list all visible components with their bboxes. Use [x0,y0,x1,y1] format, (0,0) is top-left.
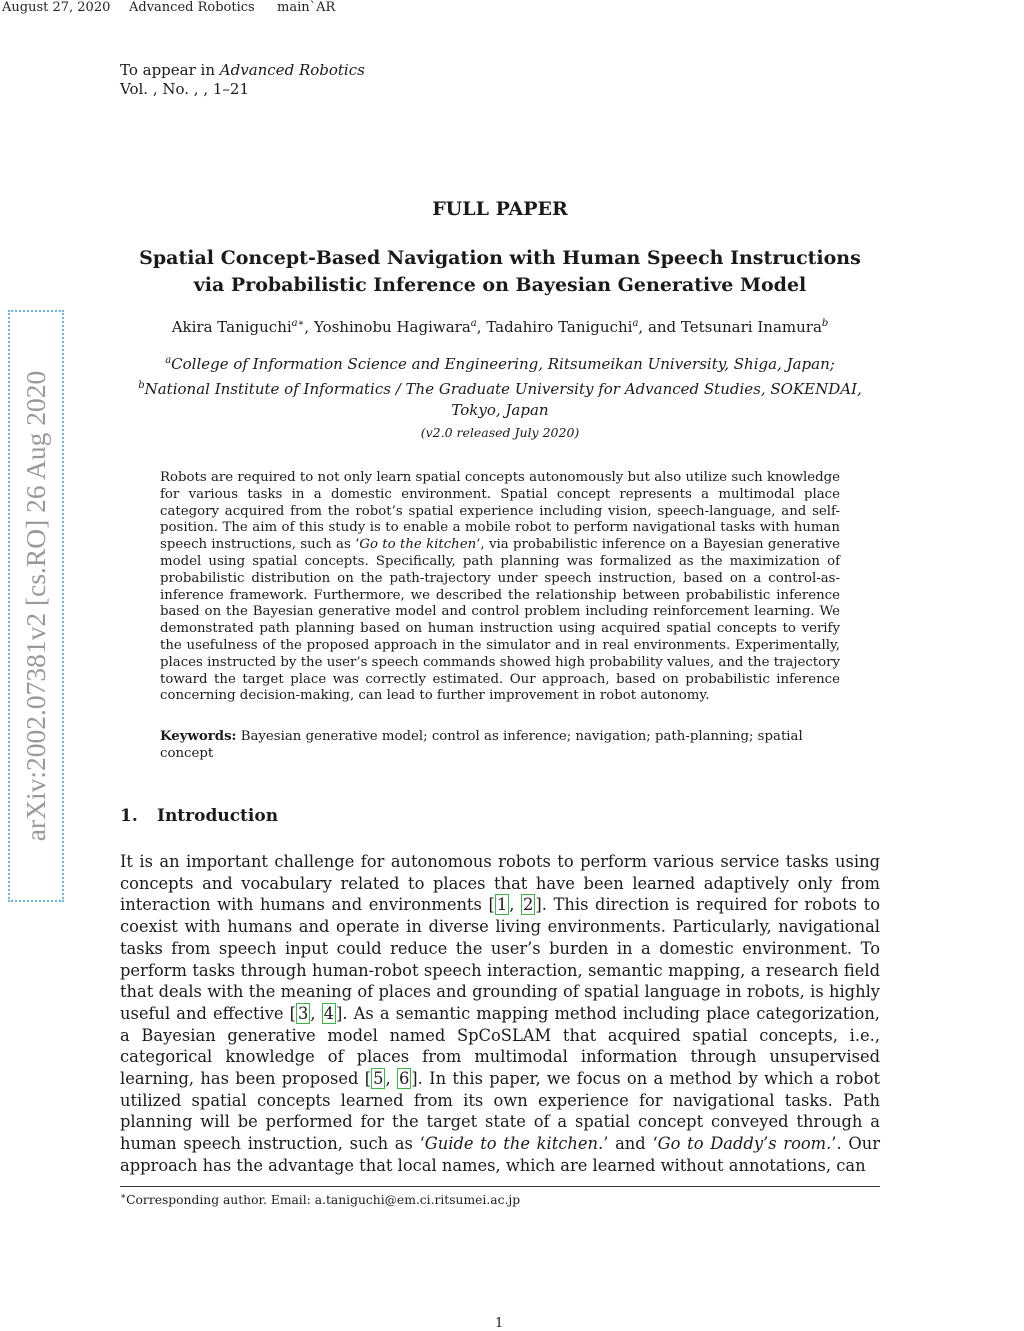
intro-text: ]. This direction is required for robots to coexist with humans and operate in diverse living environments. Particularly, navigational tasks from speech input could reduce the user’s burden in a domestic environment. To perform tasks through human-robot speech interaction, semantic mapping, a research field that deals with the meaning of places and grounding of spatial language in robots, is highly useful and effective [ [120,895,881,1023]
affil-b: National Institute of Informatics / The Graduate University for Advanced Studies, SOKENDAI, [144,380,862,398]
intro-text: ]. In this paper, we focus on a method by which a robot utilized spatial concepts learned from its own experience for navigational tasks. Path planning will be performed for the target state of a spatial concept conveyed through a human speech instruction, such as ‘ [120,1069,880,1154]
title-line-1: Spatial Concept-Based Navigation with Human Speech Instructions [139,247,861,269]
header-date: August 27, 2020 [2,0,111,15]
author-separator: , [304,318,314,336]
section-number: 1. [120,806,138,826]
affil-mark-a: a [165,355,172,366]
citation-link[interactable]: 3 [298,1003,309,1023]
intro-paragraph [120,851,880,1177]
author-name: Tetsunari Inamura [680,318,822,336]
section-title: Introduction [157,806,279,826]
citation-separator: , [509,895,521,915]
title-line-2: via Probabilistic Inference on Bayesian Generative Model [193,274,807,296]
citation-separator: , [310,1003,322,1023]
keywords [160,729,840,763]
intro-text: ]. As a semantic mapping method including place categorization, a Bayesian generative model named SpCoSLAM that acquired spatial concepts, i.e., categorical knowledge of places from multimodal information through unsupervised learning, has been proposed [ [120,1003,880,1089]
appear-journal: Advanced Robotics [219,61,365,79]
footnote [120,1192,520,1207]
example-instruction: Go to Daddy’s room. [657,1134,832,1154]
version-note: (v2.0 released July 2020) [420,425,580,440]
intro-text: ’ and ‘ [603,1134,658,1154]
author-affil-mark: a [632,318,639,329]
author-separator: , [476,318,487,336]
example-instruction: Guide to the kitchen. [424,1134,604,1154]
abstract-example: Go to the kitchen [359,537,477,553]
affil-b-city: Tokyo, Japan [451,401,549,419]
citation-link[interactable]: 4 [323,1003,335,1023]
header-file: main`AR [277,0,336,15]
header-journal: Advanced Robotics [129,0,255,15]
author-list [120,318,880,336]
abstract-text-2: ’, via probabilistic inference on a Bayesian generative model using spatial concepts. Specifically, path planning was formalized as the maximization of probabilistic distribution on the path-trajectory under speech instruction, based on a control-as-inference framework. Furthermore, we described the relationship between probabilistic inference based on the Bayesian generative model and control problem including reinforcement learning. We demonstrated path planning based on human instruction using acquired spatial concepts to verify the usefulness of the proposed approach in the simulator and in real environments. Experimentally, places instructed by the user’s speech commands showed high probability values, and the trajectory toward the target place was correctly estimated. Our approach, based on probabilistic inference concerning decision-making, can lead to further improvement in robot autonomy. [160,537,841,704]
author-name: Yoshinobu Hagiwara [313,318,471,336]
intro-text: ’. Our approach has the advantage that local names, which are learned without annotations, can [120,1134,880,1175]
affil-mark-b: b [138,380,145,391]
publication-info [120,61,365,99]
citation-link[interactable]: 5 [373,1069,384,1089]
citation-link[interactable]: 6 [398,1069,410,1089]
author-separator: , and [638,318,681,336]
arxiv-id[interactable]: arXiv:2002.07381v2 [cs.RO] 26 Aug 2020 [20,370,51,842]
abstract-text-1: Robots are required to not only learn spatial concepts autonomously but also utilize such knowledge for various tasks in a domestic environment. Spatial concept represents a multimodal place category acquired from the robot’s spatial experience including vision, speech-language, and self-position. The aim of this study is to enable a mobile robot to perform navigational tasks with human speech instructions, such as ‘ [160,470,840,553]
affiliations [120,350,880,421]
intro-text: It is an important challenge for autonomous robots to perform various service tasks using concepts and vocabulary related to places that have been learned adaptively only from interaction with humans and environments [ [120,852,880,915]
appear-volume: Vol. , No. , , 1–21 [120,80,249,98]
footnote-mark: ∗ [120,1192,127,1202]
footnote-rule [120,1186,880,1187]
author-affil-mark: a [470,318,477,329]
author-affil-mark: a∗ [291,318,305,329]
keywords-label: Keywords: [160,729,237,744]
appear-prefix: To appear in [120,61,220,79]
citation-link[interactable]: 2 [523,895,534,915]
citation-link[interactable]: 1 [496,895,508,915]
abstract [160,470,840,705]
footnote-text: Corresponding author. Email: a.taniguchi@em.ci.ritsumei.ac.jp [126,1193,521,1208]
keywords-text: Bayesian generative model; control as inference; navigation; path-planning; spatial concept [160,729,803,761]
page-number: 1 [495,1316,504,1331]
affil-a: College of Information Science and Engineering, Ritsumeikan University, Shiga, Japan; [171,355,835,373]
paper-type: FULL PAPER [432,198,568,220]
paper-title [120,245,880,299]
citation-separator: , [385,1069,397,1089]
author-affil-mark: b [821,318,829,329]
section-heading [120,806,278,826]
author-name: Tadahiro Taniguchi [486,318,633,336]
author-name: Akira Taniguchi [171,318,292,336]
